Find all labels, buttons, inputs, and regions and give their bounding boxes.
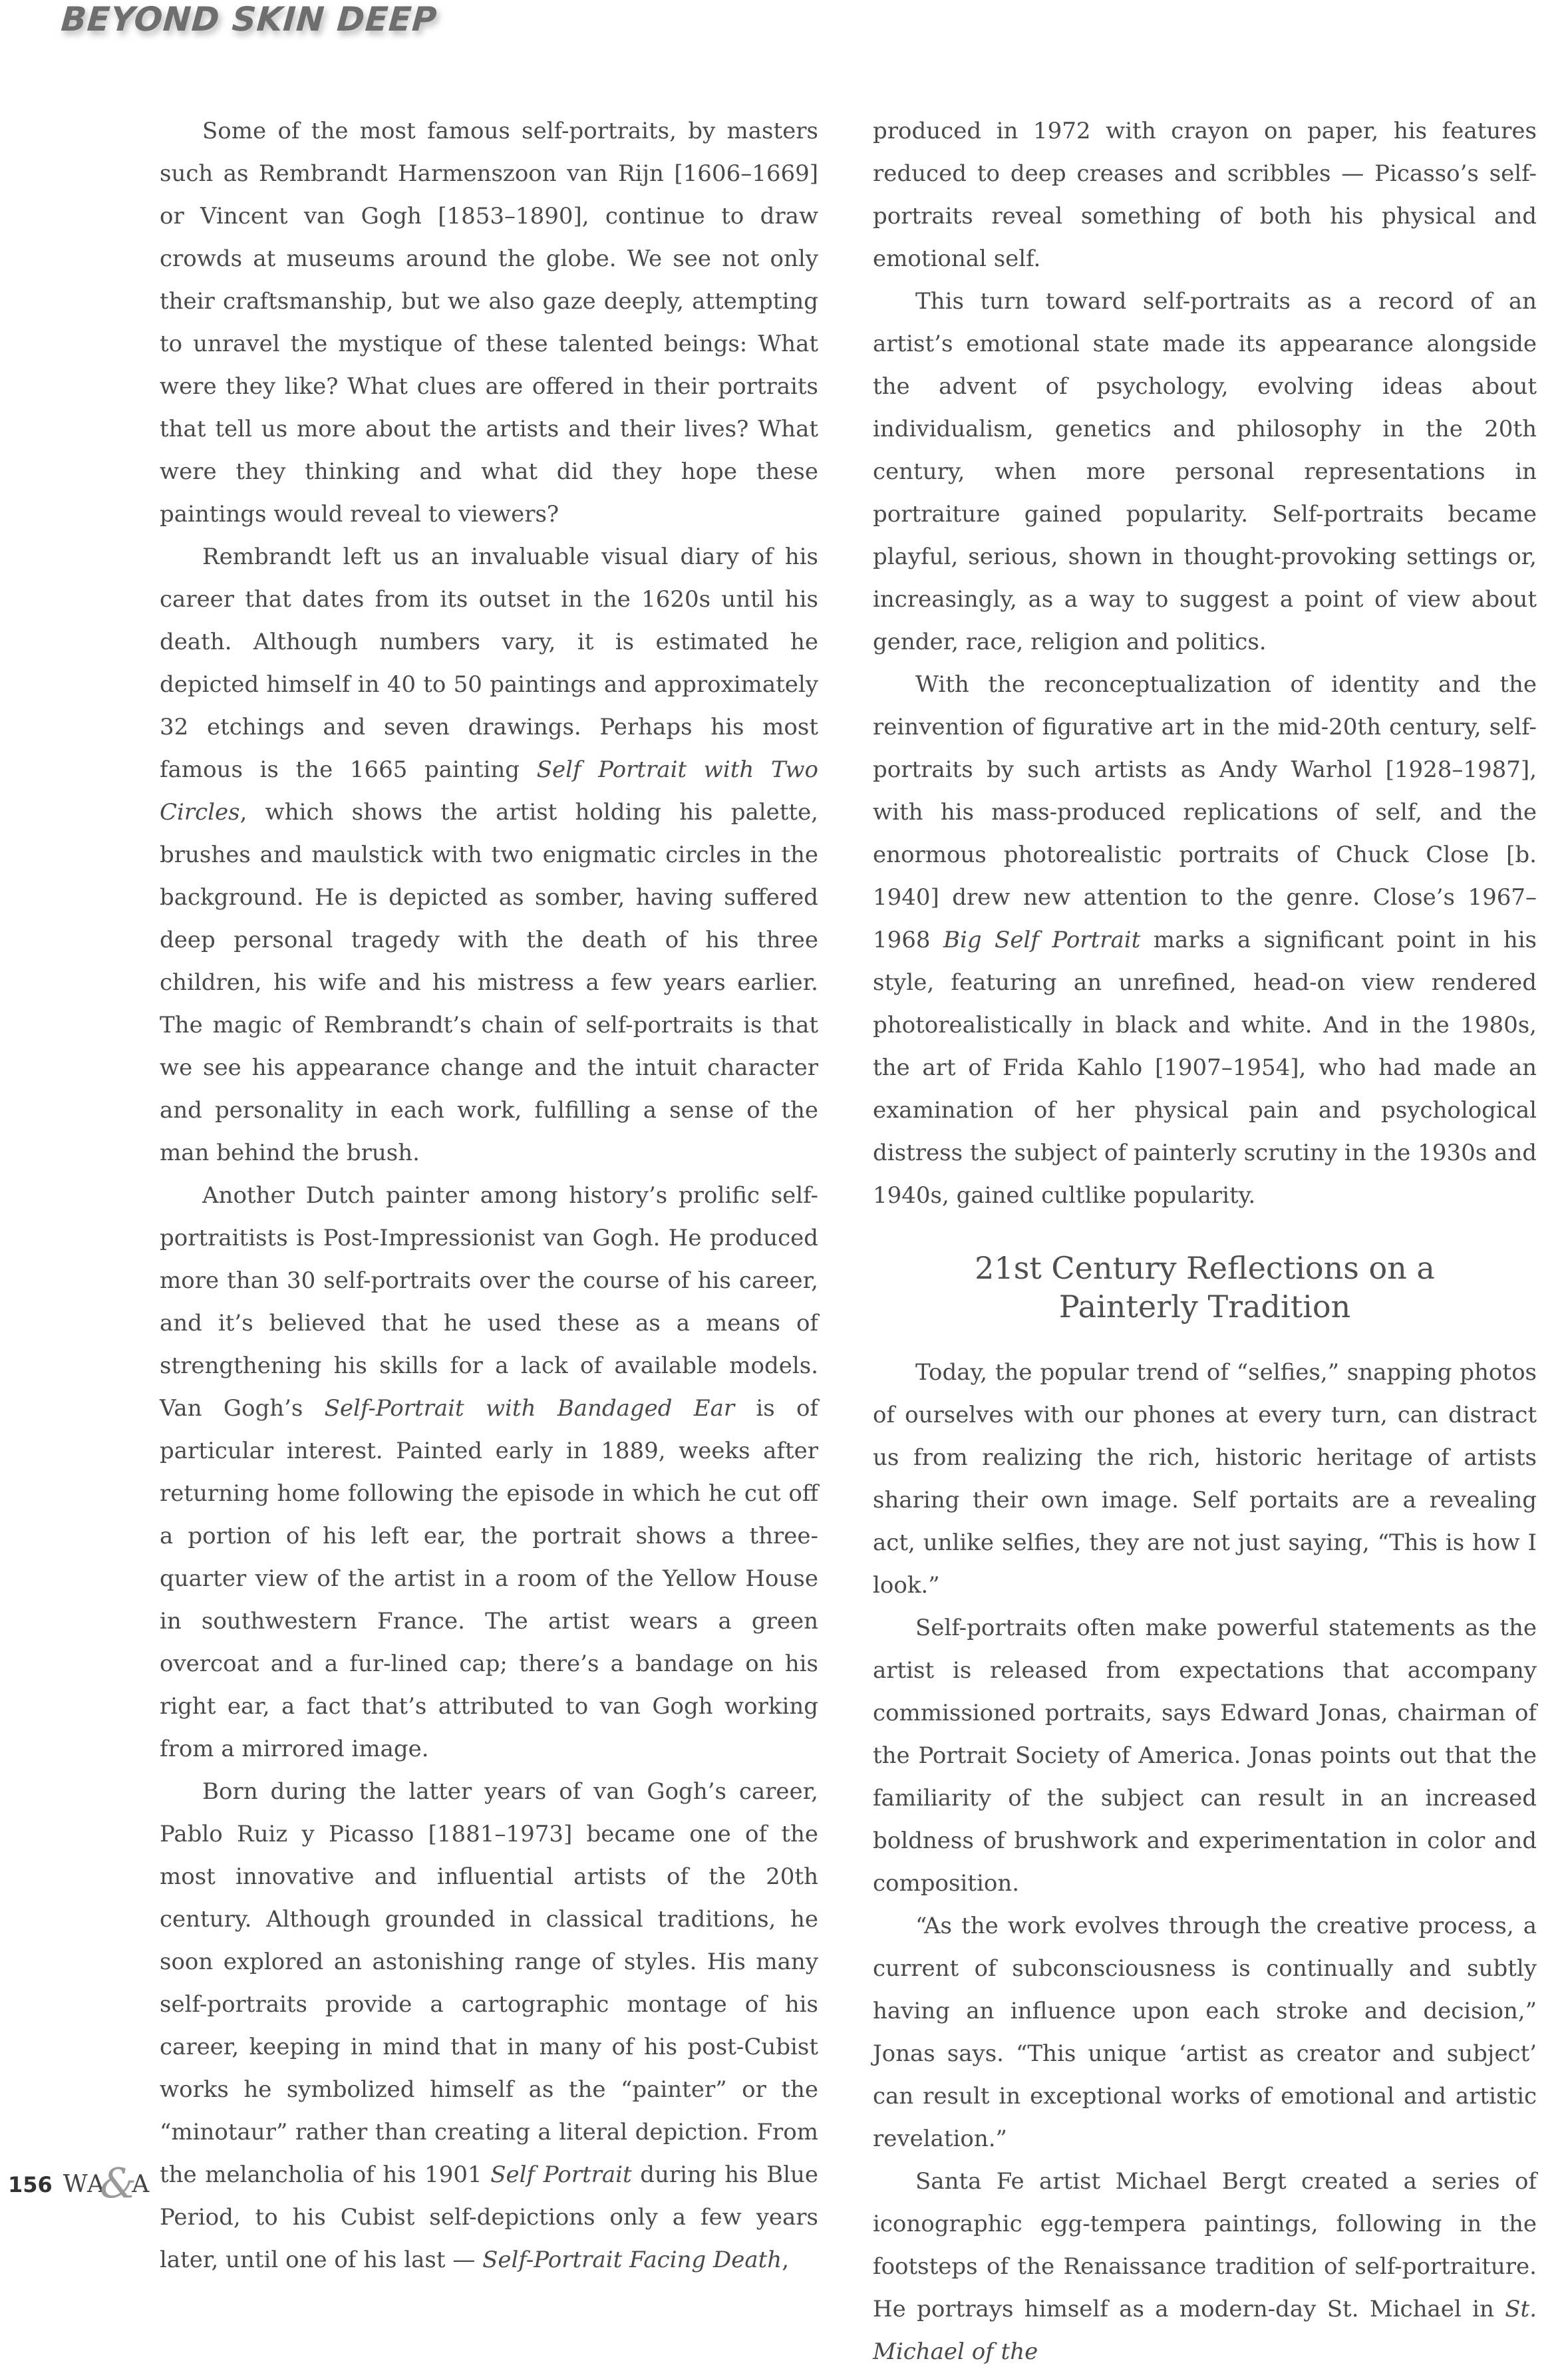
body-paragraph: Santa Fe artist Michael Bergt created a series of iconographic egg-tempera paintings, following in the footsteps of the Renaissance tradition of self-portraiture. He portrays himself as a modern-day St. Michael in St. Michael of the <box>873 2168 1537 2365</box>
body-paragraph: Some of the most famous self-portraits, by masters such as Rembrandt Harmenszoon van Rijn [1606–1669] or Vincent van Gogh [1853–1890], continue to draw crowds at museums around the globe. We see not only their craftsmanship, but we also gaze deeply, attempting to unravel the mystique of these talented beings: What were they like? What clues are offered in their portraits that tell us more about the artists and their lives? What were they thinking and what did they hope these paintings would reveal to viewers? <box>160 118 818 528</box>
page-footer <box>8 2153 150 2207</box>
page-number: 156 <box>8 2172 53 2197</box>
running-head: BEYOND SKIN DEEP <box>59 0 439 39</box>
body-paragraph: With the reconceptualization of identity and the reinvention of figurative art in the mid-20th century, self-portraits by such artists as Andy Warhol [1928–1987], with his mass-produced replications of self, and the enormous photorealistic portraits of Chuck Close [b. 1940] drew new attention to the genre. Close’s 1967–1968 Big Self Portrait marks a significant point in his style, featuring an unrefined, head-on view rendered photorealistically in black and white. And in the 1980s, the art of Frida Kahlo [1907–1954], who had made an examination of her physical pain and psychological distress the subject of painterly scrutiny in the 1930s and 1940s, gained cultlike popularity. <box>873 671 1537 1209</box>
artwork-title: Self Portrait with Two Circles <box>160 756 818 826</box>
body-paragraph: Rembrandt left us an invaluable visual diary of his career that dates from its outset in the 1620s until his death. Although numbers vary, it is estimated he depicted himself in 40 to 50 paintings and approximately 32 etchings and seven drawings. Perhaps his most famous is the 1665 painting Self Portrait with Two Circles, which shows the artist holding his palette, brushes and maulstick with two enigmatic circles in the background. He is depicted as somber, having suffered deep personal tragedy with the death of his three children, his wife and his mistress a few years earlier. The magic of Rembrandt’s chain of self-portraits is that we see his appearance change and the intuit character and personality in each work, fulfilling a sense of the man behind the brush. <box>160 544 818 1166</box>
subhead-line: 21st Century Reflections on a <box>975 1250 1435 1286</box>
artwork-title: Self-Portrait with Bandaged Ear <box>324 1395 735 1422</box>
body-paragraph: Today, the popular trend of “selfies,” snapping photos of ourselves with our phones at every turn, can distract us from realizing the rich, historic heritage of artists sharing their own image. Self portaits are a revealing act, unlike selfies, they are not just saying, “This is how I look.” <box>873 1359 1537 1599</box>
body-paragraph: Another Dutch painter among history’s prolific self-portraitists is Post-Impressionist van Gogh. He produced more than 30 self-portraits over the course of his career, and it’s believed that he used these as a means of strengthening his skills for a lack of available models. Van Gogh’s Self-Portrait with Bandaged Ear is of particular interest. Painted early in 1889, weeks after returning home following the episode in which he cut off a portion of his left ear, the portrait shows a three-quarter view of the artist in a room of the Yellow House in southwestern France. The artist wears a green overcoat and a fur-lined cap; there’s a bandage on his right ear, a fact that’s attributed to van Gogh working from a mirrored image. <box>160 1182 819 1762</box>
artwork-title: Self Portrait <box>490 2161 632 2188</box>
body-paragraph: “As the work evolves through the creative process, a current of subconsciousness is continually and subtly having an influence upon each stroke and decision,” Jonas says. “This unique ‘artist as creator and subject’ can result in exceptional works of emotional and artistic revelation.” <box>873 1913 1537 2152</box>
body-paragraph: produced in 1972 with crayon on paper, his features reduced to deep creases and scribbles — Picasso’s self-portraits reveal something of both his physical and emotional self. <box>873 118 1537 272</box>
subhead-line: Painterly Tradition <box>1058 1289 1351 1325</box>
section-subhead <box>873 1249 1537 1326</box>
body-paragraph: Born during the latter years of van Gogh’s career, Pablo Ruiz y Picasso [1881–1973] became one of the most innovative and influential artists of the 20th century. Although grounded in classical traditions, he soon explored an astonishing range of styles. His many self-portraits provide a cartographic montage of his career, keeping in mind that in many of his post-Cubist works he symbolized himself as the “painter” or the “minotaur” rather than creating a literal depiction. From the melancholia of his 1901 Self Portrait during his Blue Period, to his Cubist self-depictions only a few years later, until one of his last — Self-Portrait Facing Death, <box>160 1778 818 2273</box>
artwork-title: Big Self Portrait <box>943 927 1141 953</box>
body-paragraph: Self-portraits often make powerful statements as the artist is released from expectations that accompany commissioned portraits, says Edward Jonas, chairman of the Portrait Society of America. Jonas points out that the familiarity of the subject can result in an increased boldness of brushwork and experimentation in color and composition. <box>873 1615 1537 1897</box>
artwork-title: St. Michael of the <box>873 2296 1537 2365</box>
artwork-title: Self-Portrait Facing Death <box>482 2247 782 2273</box>
left-column <box>160 110 818 2281</box>
body-paragraph: This turn toward self-portraits as a record of an artist’s emotional state made its appearance alongside the advent of psychology, evolving ideas about individualism, genetics and philosophy in the 20th century, when more personal representations in portraiture gained popularity. Self-portraits became playful, serious, shown in thought-provoking settings or, increasingly, as a way to suggest a point of view about gender, race, religion and politics. <box>873 288 1537 655</box>
right-column <box>873 110 1537 2373</box>
magazine-logo: WA&A <box>63 2159 150 2207</box>
